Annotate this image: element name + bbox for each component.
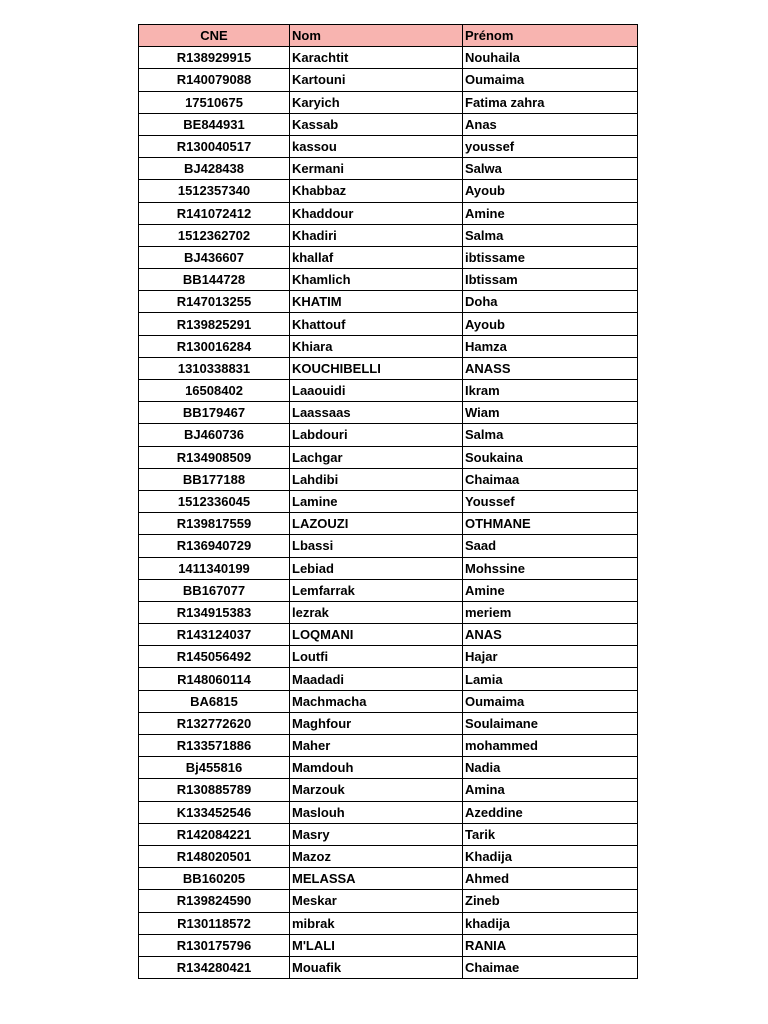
table-row (139, 868, 638, 890)
student-table (138, 24, 638, 979)
nom-cell: kassou (290, 135, 463, 157)
table-row (139, 446, 638, 468)
cne-cell: BB177188 (139, 468, 290, 490)
prenom-cell: OTHMANE (463, 513, 638, 535)
nom-cell: Khattouf (290, 313, 463, 335)
prenom-cell: Amine (463, 202, 638, 224)
nom-cell: Lahdibi (290, 468, 463, 490)
nom-cell: Karachtit (290, 47, 463, 69)
cne-cell: BJ436607 (139, 246, 290, 268)
cne-cell: R130118572 (139, 912, 290, 934)
prenom-cell: ANASS (463, 357, 638, 379)
table-row (139, 801, 638, 823)
table-row (139, 757, 638, 779)
cne-cell: 1512362702 (139, 224, 290, 246)
table-row (139, 224, 638, 246)
cne-cell: R133571886 (139, 735, 290, 757)
table-row (139, 579, 638, 601)
prenom-cell: ibtissame (463, 246, 638, 268)
nom-cell: Lachgar (290, 446, 463, 468)
cne-cell: BB167077 (139, 579, 290, 601)
table-row (139, 313, 638, 335)
table-row (139, 956, 638, 978)
table-row (139, 269, 638, 291)
cne-cell: BB160205 (139, 868, 290, 890)
nom-cell: khallaf (290, 246, 463, 268)
cne-cell: 1512336045 (139, 490, 290, 512)
table-row (139, 424, 638, 446)
table-row (139, 335, 638, 357)
cne-cell: BB144728 (139, 269, 290, 291)
prenom-cell: Hajar (463, 646, 638, 668)
cne-cell: R139824590 (139, 890, 290, 912)
prenom-cell: Ayoub (463, 313, 638, 335)
nom-cell: Mamdouh (290, 757, 463, 779)
nom-cell: Karyich (290, 91, 463, 113)
table-row (139, 490, 638, 512)
nom-cell: Kermani (290, 158, 463, 180)
cne-cell: R130885789 (139, 779, 290, 801)
prenom-cell: Soukaina (463, 446, 638, 468)
table-row (139, 402, 638, 424)
cne-cell: R134915383 (139, 601, 290, 623)
prenom-cell: Saad (463, 535, 638, 557)
cne-cell: R134280421 (139, 956, 290, 978)
cne-cell: 16508402 (139, 380, 290, 402)
nom-cell: Lebiad (290, 557, 463, 579)
cne-cell: BJ428438 (139, 158, 290, 180)
nom-cell: Labdouri (290, 424, 463, 446)
cne-cell: R145056492 (139, 646, 290, 668)
prenom-cell: Salma (463, 224, 638, 246)
nom-cell: Lamine (290, 490, 463, 512)
cne-cell: R138929915 (139, 47, 290, 69)
prenom-cell: Khadija (463, 845, 638, 867)
nom-cell: Kartouni (290, 69, 463, 91)
table-row (139, 601, 638, 623)
prenom-cell: youssef (463, 135, 638, 157)
cne-cell: R142084221 (139, 823, 290, 845)
prenom-cell: Tarik (463, 823, 638, 845)
table-row (139, 624, 638, 646)
table-row (139, 357, 638, 379)
cne-cell: R139825291 (139, 313, 290, 335)
prenom-cell: Doha (463, 291, 638, 313)
prenom-cell: Chaimae (463, 956, 638, 978)
table-row (139, 557, 638, 579)
cne-cell: R139817559 (139, 513, 290, 535)
table-row (139, 380, 638, 402)
table-row (139, 668, 638, 690)
nom-cell: Mouafik (290, 956, 463, 978)
prenom-cell: Chaimaa (463, 468, 638, 490)
prenom-cell: Ahmed (463, 868, 638, 890)
table-row (139, 158, 638, 180)
prenom-cell: Wiam (463, 402, 638, 424)
header-row (139, 25, 638, 47)
prenom-cell: Azeddine (463, 801, 638, 823)
table-row (139, 202, 638, 224)
nom-cell: Khabbaz (290, 180, 463, 202)
cne-cell: K133452546 (139, 801, 290, 823)
table-row (139, 91, 638, 113)
prenom-cell: Salwa (463, 158, 638, 180)
nom-cell: Lemfarrak (290, 579, 463, 601)
cne-cell: BB179467 (139, 402, 290, 424)
nom-cell: mibrak (290, 912, 463, 934)
nom-cell: MELASSA (290, 868, 463, 890)
table-header (139, 25, 638, 47)
table-row (139, 735, 638, 757)
prenom-cell: meriem (463, 601, 638, 623)
prenom-cell: Amina (463, 779, 638, 801)
table-row (139, 113, 638, 135)
nom-cell: Khamlich (290, 269, 463, 291)
nom-cell: Kassab (290, 113, 463, 135)
nom-cell: Masry (290, 823, 463, 845)
prenom-cell: mohammed (463, 735, 638, 757)
prenom-cell: Nadia (463, 757, 638, 779)
cne-cell: R148060114 (139, 668, 290, 690)
cne-cell: 1411340199 (139, 557, 290, 579)
cne-cell: 1512357340 (139, 180, 290, 202)
nom-cell: Laassaas (290, 402, 463, 424)
table-row (139, 535, 638, 557)
nom-cell: Khiara (290, 335, 463, 357)
cne-cell: BA6815 (139, 690, 290, 712)
cne-cell: Bj455816 (139, 757, 290, 779)
nom-cell: Laaouidi (290, 380, 463, 402)
prenom-cell: khadija (463, 912, 638, 934)
cne-cell: 1310338831 (139, 357, 290, 379)
nom-cell: LOQMANI (290, 624, 463, 646)
nom-cell: M'LALI (290, 934, 463, 956)
nom-cell: Maghfour (290, 712, 463, 734)
nom-cell: Mazoz (290, 845, 463, 867)
prenom-cell: Oumaima (463, 69, 638, 91)
prenom-cell: Anas (463, 113, 638, 135)
table-row (139, 47, 638, 69)
cne-cell: R147013255 (139, 291, 290, 313)
prenom-cell: Ikram (463, 380, 638, 402)
prenom-cell: Ayoub (463, 180, 638, 202)
table-row (139, 646, 638, 668)
cne-cell: R130175796 (139, 934, 290, 956)
prenom-cell: Soulaimane (463, 712, 638, 734)
nom-cell: Maslouh (290, 801, 463, 823)
prenom-cell: ANAS (463, 624, 638, 646)
table-row (139, 69, 638, 91)
prenom-cell: Ibtissam (463, 269, 638, 291)
table-row (139, 180, 638, 202)
nom-cell: Maher (290, 735, 463, 757)
nom-cell: Khadiri (290, 224, 463, 246)
nom-cell: Khaddour (290, 202, 463, 224)
cne-cell: R141072412 (139, 202, 290, 224)
table-row (139, 712, 638, 734)
prenom-cell: Fatima zahra (463, 91, 638, 113)
cne-cell: R136940729 (139, 535, 290, 557)
table-row (139, 823, 638, 845)
prenom-cell: Mohssine (463, 557, 638, 579)
cne-cell: R143124037 (139, 624, 290, 646)
cne-cell: R130016284 (139, 335, 290, 357)
table-row (139, 291, 638, 313)
cne-cell: R140079088 (139, 69, 290, 91)
prenom-cell: RANIA (463, 934, 638, 956)
cne-cell: BJ460736 (139, 424, 290, 446)
nom-cell: Meskar (290, 890, 463, 912)
cne-cell: R134908509 (139, 446, 290, 468)
nom-cell: KHATIM (290, 291, 463, 313)
column-header-cne: CNE (139, 25, 290, 47)
cne-cell: R148020501 (139, 845, 290, 867)
table-row (139, 513, 638, 535)
column-header-prenom: Prénom (463, 25, 638, 47)
prenom-cell: Youssef (463, 490, 638, 512)
nom-cell: LAZOUZI (290, 513, 463, 535)
nom-cell: Marzouk (290, 779, 463, 801)
column-header-nom: Nom (290, 25, 463, 47)
prenom-cell: Zineb (463, 890, 638, 912)
prenom-cell: Nouhaila (463, 47, 638, 69)
table-row (139, 246, 638, 268)
table-row (139, 779, 638, 801)
table-row (139, 845, 638, 867)
prenom-cell: Salma (463, 424, 638, 446)
table-row (139, 468, 638, 490)
cne-cell: R132772620 (139, 712, 290, 734)
nom-cell: lezrak (290, 601, 463, 623)
table-row (139, 135, 638, 157)
prenom-cell: Amine (463, 579, 638, 601)
prenom-cell: Oumaima (463, 690, 638, 712)
nom-cell: Maadadi (290, 668, 463, 690)
table-row (139, 934, 638, 956)
table-row (139, 912, 638, 934)
table-row (139, 890, 638, 912)
table-row (139, 690, 638, 712)
prenom-cell: Lamia (463, 668, 638, 690)
prenom-cell: Hamza (463, 335, 638, 357)
nom-cell: Machmacha (290, 690, 463, 712)
cne-cell: R130040517 (139, 135, 290, 157)
table-body (139, 47, 638, 979)
cne-cell: BE844931 (139, 113, 290, 135)
nom-cell: Lbassi (290, 535, 463, 557)
cne-cell: 17510675 (139, 91, 290, 113)
nom-cell: Loutfi (290, 646, 463, 668)
nom-cell: KOUCHIBELLI (290, 357, 463, 379)
